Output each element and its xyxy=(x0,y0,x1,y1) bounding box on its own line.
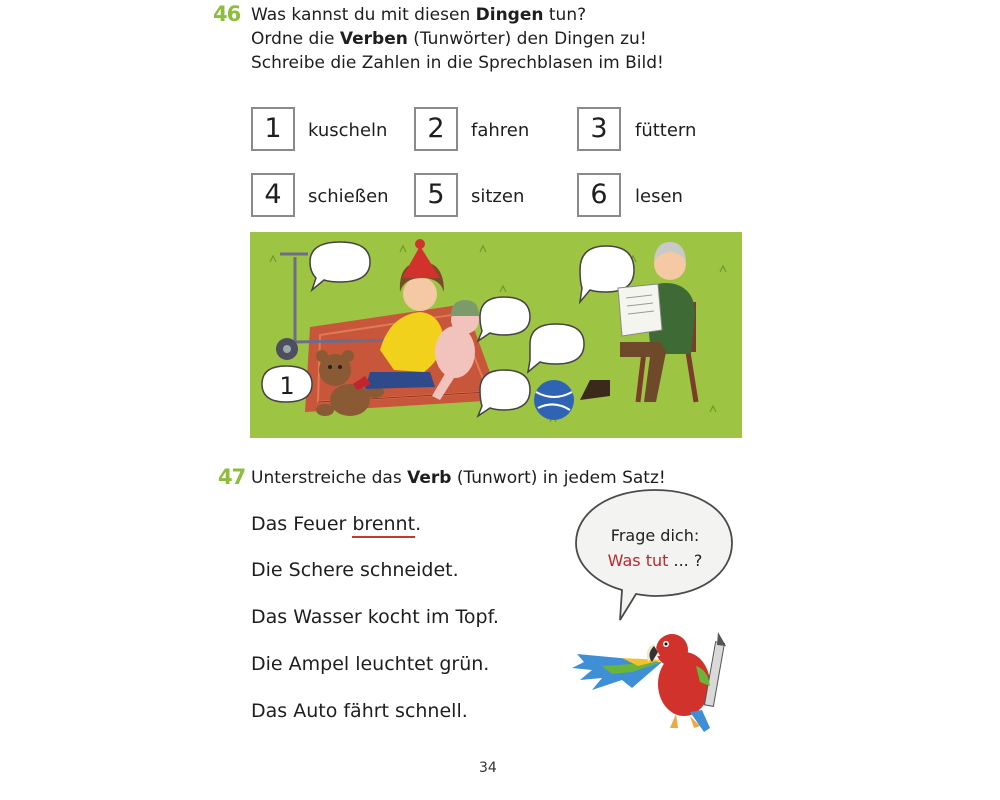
instruction-line-2: Ordne die Verben (Tunwörter) den Dingen zu! xyxy=(251,29,647,49)
verb-label: kuscheln xyxy=(308,120,388,141)
park-illustration xyxy=(250,232,742,438)
speech-bubble xyxy=(478,297,530,341)
exercise-47-instruction: Unterstreiche das Verb (Tunwort) in jedem Satz! xyxy=(251,468,666,488)
example-bubble-number: 1 xyxy=(279,372,295,400)
number-box: 4 xyxy=(251,173,295,217)
underlined-verb: brennt xyxy=(352,513,415,538)
number-box: 3 xyxy=(577,107,621,151)
number-box: 6 xyxy=(577,173,621,217)
sentence-1: Das Feuer brennt. xyxy=(251,511,421,537)
ball xyxy=(534,380,574,420)
sentence-4: Die Ampel leuchtet grün. xyxy=(251,653,490,675)
exercise-46-instruction xyxy=(251,3,664,75)
tip-line-2: Was tut ... ? xyxy=(607,551,703,570)
exercise-number-46: 46 xyxy=(213,2,241,26)
instruction-line-3: Schreibe die Zahlen in die Sprechblasen im Bild! xyxy=(251,53,664,73)
sentence-2: Die Schere schneidet. xyxy=(251,559,459,581)
speech-bubble xyxy=(310,242,370,290)
number-box: 5 xyxy=(414,173,458,217)
exercise-number-47: 47 xyxy=(218,465,246,489)
speech-bubble xyxy=(528,324,584,372)
instruction-line-1: Was kannst du mit diesen Dingen tun? xyxy=(251,5,587,25)
parrot-illustration xyxy=(572,622,742,734)
verb-label: fahren xyxy=(471,120,530,141)
verb-label: schießen xyxy=(308,186,389,207)
number-box: 1 xyxy=(251,107,295,151)
sentence-5: Das Auto fährt schnell. xyxy=(251,700,468,722)
sentence-3: Das Wasser kocht im Topf. xyxy=(251,606,499,628)
verb-label: sitzen xyxy=(471,186,525,207)
page-number: 34 xyxy=(479,760,497,776)
verb-label: lesen xyxy=(635,186,683,207)
speech-bubble xyxy=(478,370,530,416)
verb-label: füttern xyxy=(635,120,697,141)
tip-line-1: Frage dich: xyxy=(610,526,700,545)
number-box: 2 xyxy=(414,107,458,151)
